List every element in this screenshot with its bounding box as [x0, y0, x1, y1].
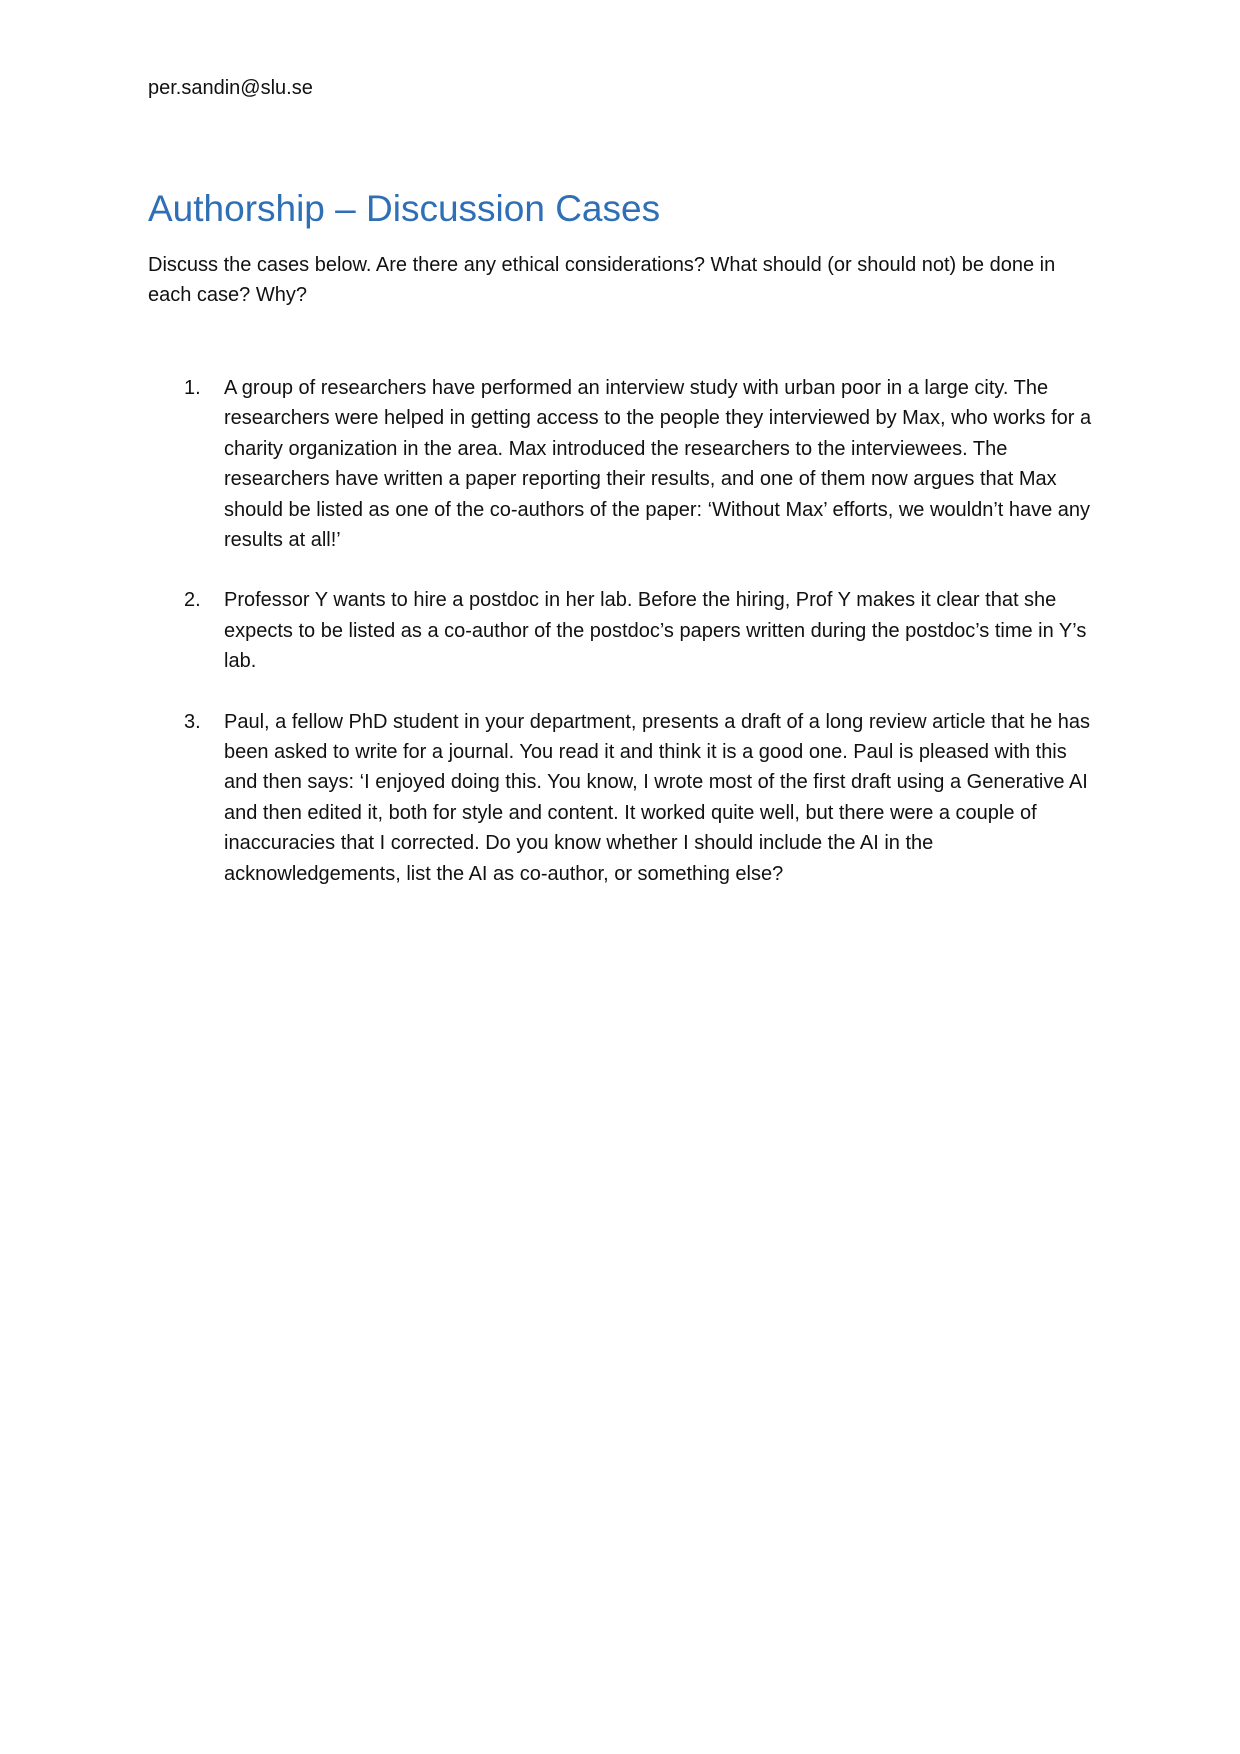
- case-text: Paul, a fellow PhD student in your department, presents a draft of a long review article that he has been asked to write for a journal. You read it and think it is a good one. Paul is pleased with this and then says: ‘I enjoyed doing this. You know, I wrote most of the first draft using a Generative AI and then edited it, both for style and content. It worked quite well, but there were a couple of inaccuracies that I corrected. Do you know whether I should include the AI in the acknowledgements, list the AI as co-author, or something else?: [224, 710, 1091, 885]
- case-text: A group of researchers have performed an interview study with urban poor in a large city. The researchers were helped in getting access to the people they interviewed by Max, who works for a charity organization in the area. Max introduced the researchers to the interviewees. The researchers have written a paper reporting their results, and one of them now argues that Max should be listed as one of the co-authors of the paper: ‘Without Max’ efforts, we wouldn’t have any results at all!’: [224, 377, 1092, 552]
- case-number: 1.: [184, 377, 201, 399]
- author-email: per.sandin@slu.se: [148, 77, 313, 99]
- case-item-1: [148, 373, 1098, 555]
- document-title: Authorship – Discussion Cases: [148, 188, 661, 229]
- case-item-3: [148, 707, 1098, 889]
- case-list: [148, 373, 1098, 919]
- case-item-2: [148, 585, 1098, 676]
- case-number: 2.: [184, 589, 201, 612]
- case-number: 3.: [184, 710, 201, 733]
- case-text: Professor Y wants to hire a postdoc in her lab. Before the hiring, Prof Y makes it clear that she expects to be listed as a co-author of the postdoc’s papers written during the postdoc’s time in Y’s lab.: [224, 589, 1087, 673]
- intro-paragraph: Discuss the cases below. Are there any ethical considerations? What should (or should not) be done in each case? Why?: [148, 254, 1056, 306]
